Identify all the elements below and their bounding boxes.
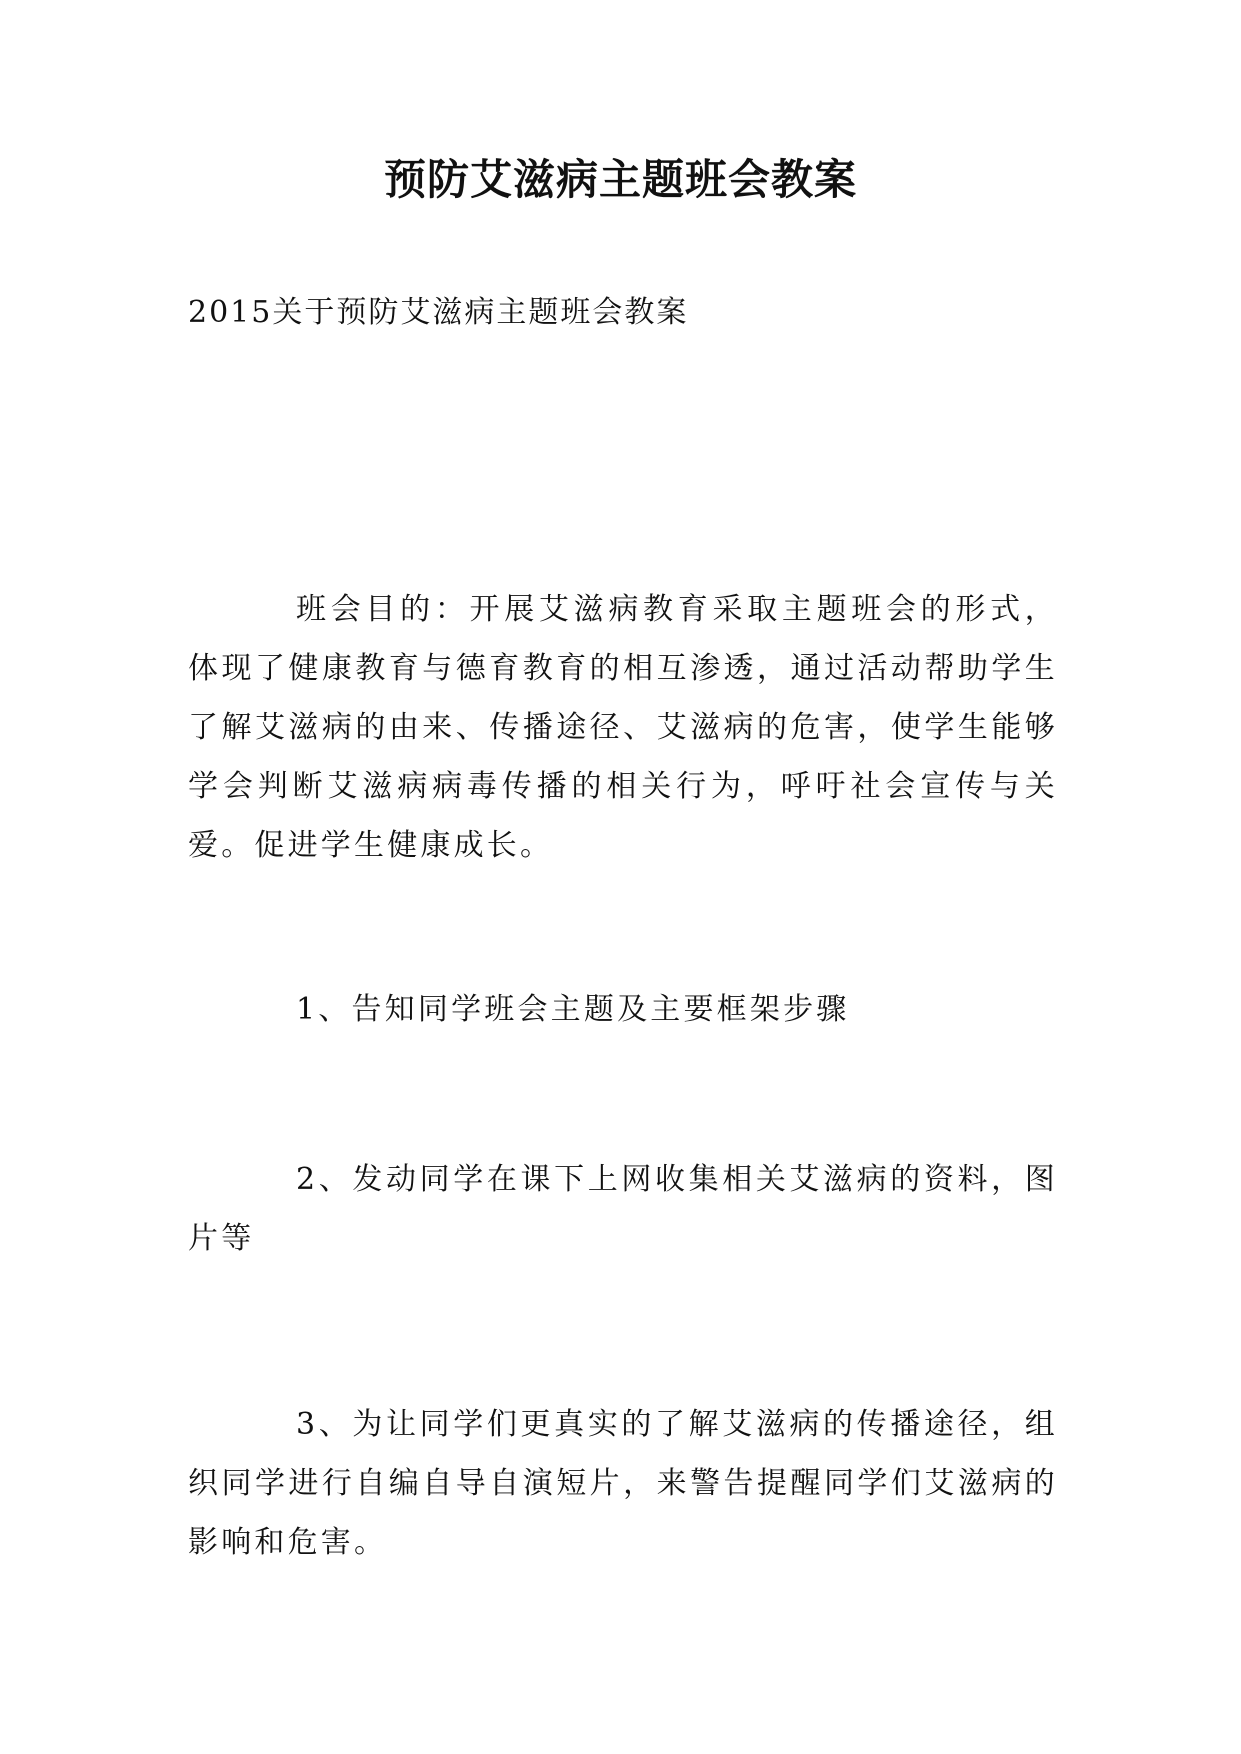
document-subtitle: 2015关于预防艾滋病主题班会教案 — [188, 295, 689, 330]
paragraph-step-3: 3、为让同学们更真实的了解艾滋病的传播途径，组织同学进行自编自导自演短片，来警告提醒同学们艾滋病的影响和危害。 — [188, 1407, 1058, 1560]
paragraph-step-1: 1、告知同学班会主题及主要框架步骤 — [296, 992, 850, 1027]
paragraph-step-2: 2、发动同学在课下上网收集相关艾滋病的资料，图片等 — [188, 1162, 1058, 1256]
document-title: 预防艾滋病主题班会教案 — [383, 155, 857, 204]
paragraph-class-purpose: 班会目的：开展艾滋病教育采取主题班会的形式，体现了健康教育与德育教育的相互渗透，通过活动帮助学生了解艾滋病的由来、传播途径、艾滋病的危害，使学生能够学会判断艾滋病病毒传播的相关行为，呼吁社会宣传与关爱。促进学生健康成长。 — [188, 592, 1058, 863]
